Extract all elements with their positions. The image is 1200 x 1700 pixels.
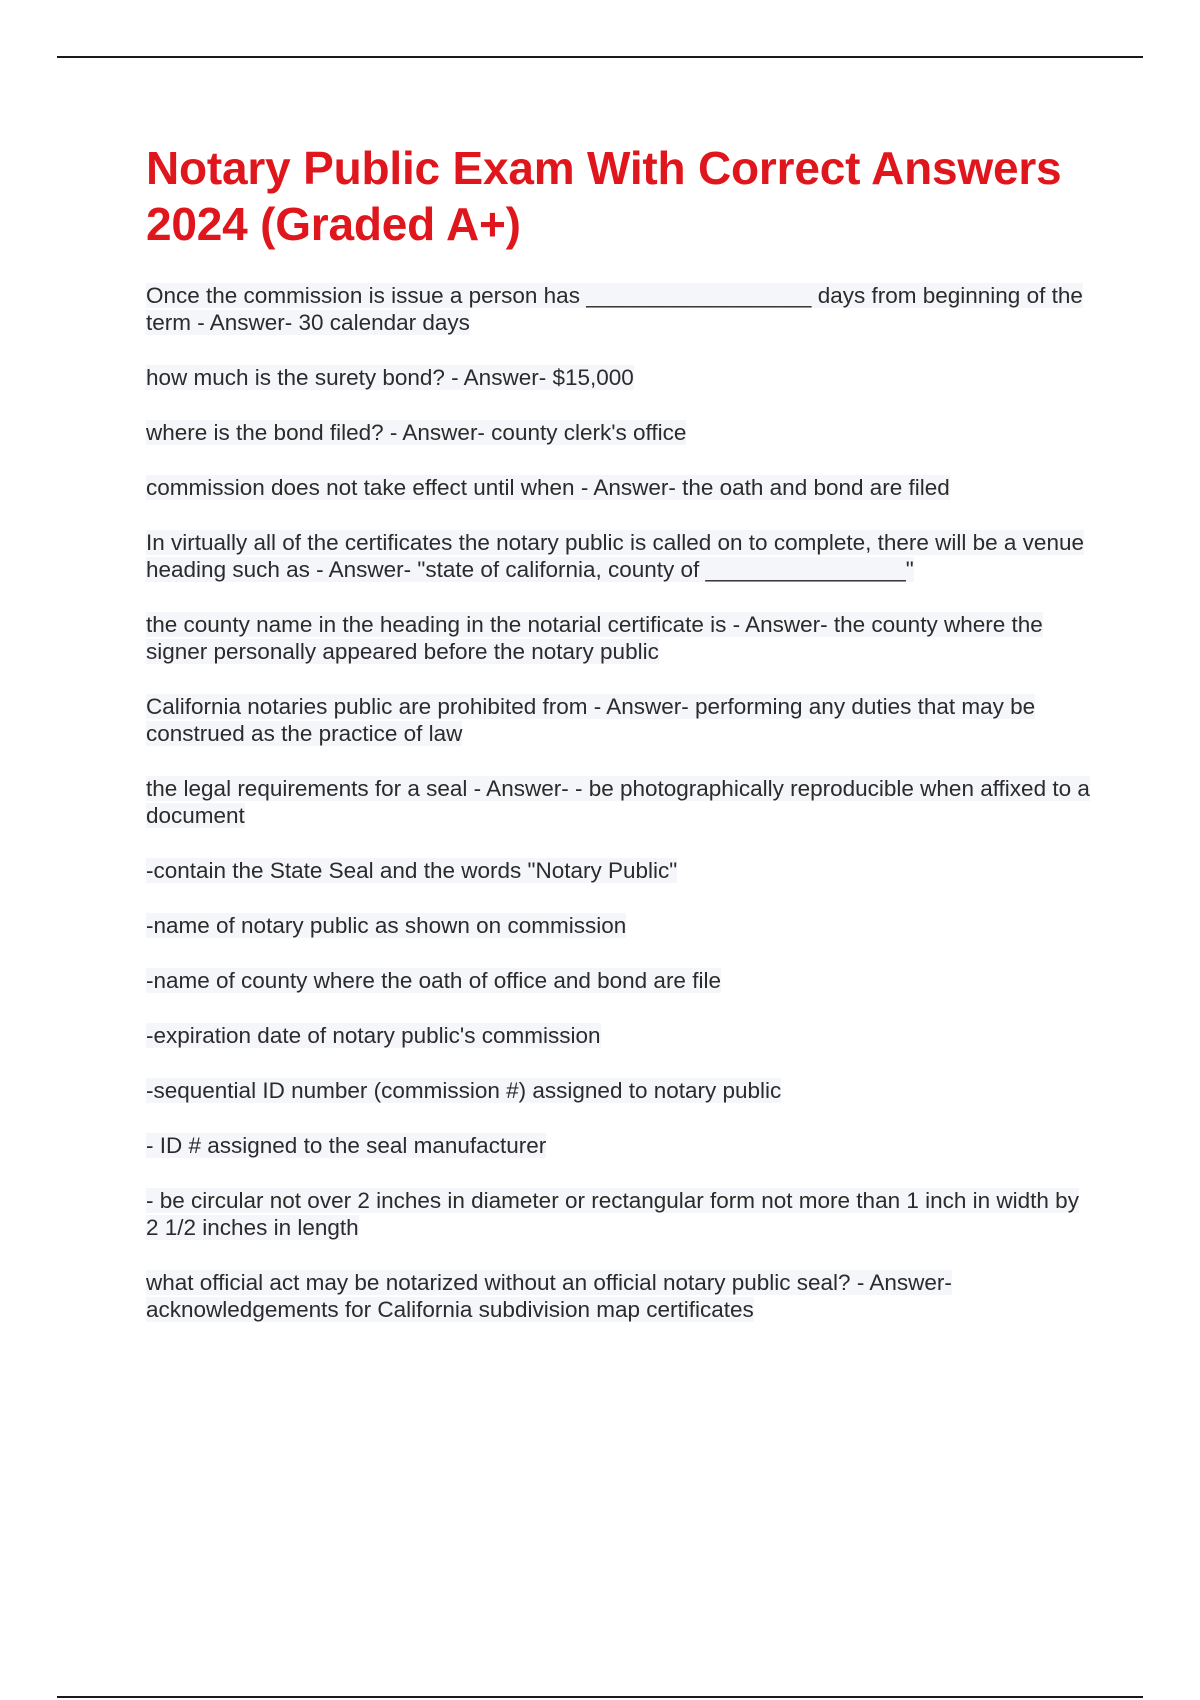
qa-item <box>146 364 1091 391</box>
qa-text: -sequential ID number (commission #) assigned to notary public <box>146 1078 782 1103</box>
qa-text: how much is the surety bond? - Answer- $15,000 <box>146 365 634 390</box>
qa-text: Once the commission is issue a person has __________________ days from beginning of the term - Answer- 30 calendar days <box>146 283 1083 335</box>
qa-item <box>146 1187 1091 1241</box>
qa-text: -name of notary public as shown on commission <box>146 913 627 938</box>
qa-item <box>146 1077 1091 1104</box>
qa-item <box>146 912 1091 939</box>
qa-item <box>146 857 1091 884</box>
qa-text: the county name in the heading in the notarial certificate is - Answer- the county where the signer personally appeared before the notary public <box>146 612 1043 664</box>
qa-item <box>146 775 1091 829</box>
qa-item <box>146 282 1091 336</box>
qa-item <box>146 611 1091 665</box>
qa-text: where is the bond filed? - Answer- county clerk's office <box>146 420 687 445</box>
qa-list <box>146 282 1091 1323</box>
document-title: Notary Public Exam With Correct Answers 2024 (Graded A+) <box>146 142 1062 250</box>
qa-item <box>146 1269 1091 1323</box>
qa-text: - be circular not over 2 inches in diameter or rectangular form not more than 1 inch in width by 2 1/2 inches in length <box>146 1188 1079 1240</box>
bottom-rule <box>57 1696 1143 1698</box>
qa-text: -expiration date of notary public's commission <box>146 1023 601 1048</box>
qa-text: the legal requirements for a seal - Answer- - be photographically reproducible when affixed to a document <box>146 776 1090 828</box>
qa-text: what official act may be notarized without an official notary public seal? - Answer- acknowledgements for California subdivision map certificates <box>146 1270 952 1322</box>
qa-item <box>146 693 1091 747</box>
qa-text: California notaries public are prohibited from - Answer- performing any duties that may be construed as the practice of law <box>146 694 1036 746</box>
top-rule <box>57 56 1143 58</box>
qa-item <box>146 419 1091 446</box>
qa-text: - ID # assigned to the seal manufacturer <box>146 1133 547 1158</box>
qa-text: commission does not take effect until when - Answer- the oath and bond are filed <box>146 475 950 500</box>
qa-text: -contain the State Seal and the words "Notary Public" <box>146 858 678 883</box>
qa-item <box>146 529 1091 583</box>
qa-item <box>146 1022 1091 1049</box>
qa-item <box>146 1132 1091 1159</box>
qa-item <box>146 967 1091 994</box>
qa-text: In virtually all of the certificates the notary public is called on to complete, there will be a venue heading such as - Answer- "state of california, county of ________________" <box>146 530 1084 582</box>
qa-item <box>146 474 1091 501</box>
document-body <box>146 140 1091 1351</box>
qa-text: -name of county where the oath of office and bond are file <box>146 968 721 993</box>
